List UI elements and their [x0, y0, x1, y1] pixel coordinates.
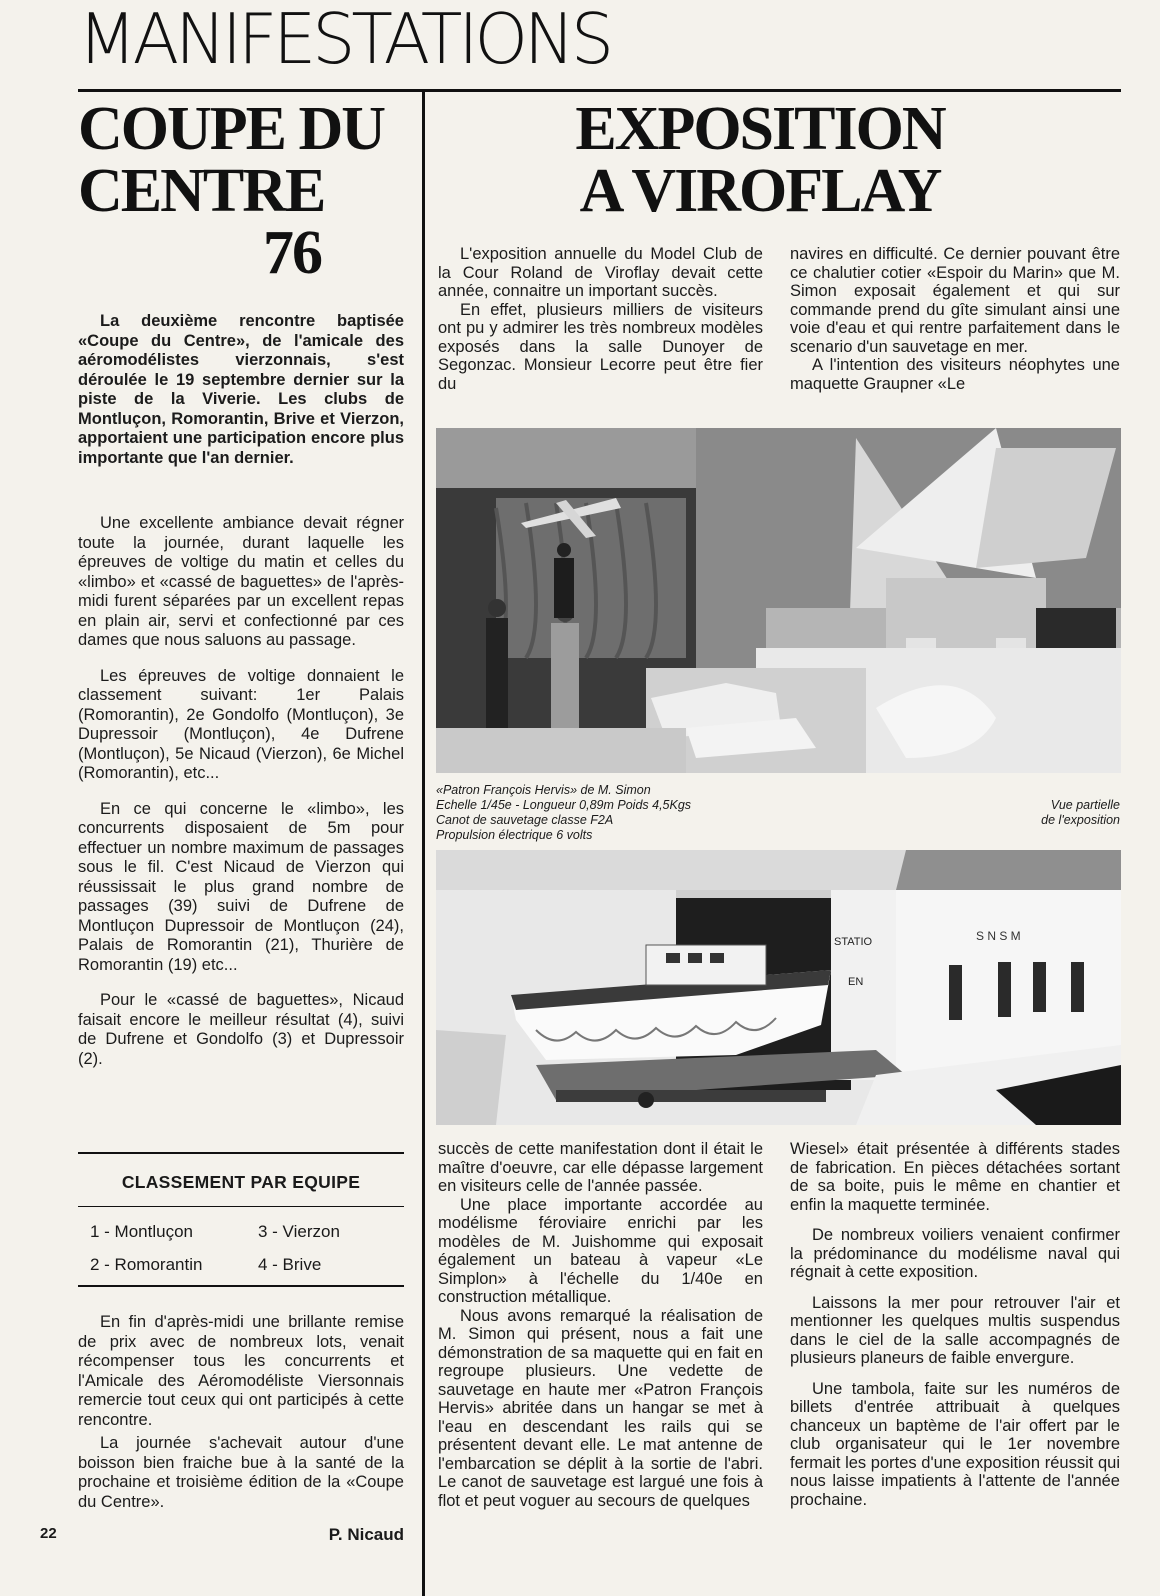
en-sign: EN [848, 976, 864, 988]
left-article-title [78, 95, 408, 287]
right-title-line2: A VIROFLAY [579, 157, 941, 225]
caption-right-line2: de l'exposition [1041, 813, 1120, 827]
exhibition-hall-photo [436, 428, 1121, 773]
right-col1-top-p1: L'exposition annuelle du Model Club de la Cour Roland de Viroflay devait cette année, connaitre un important succès. [438, 245, 763, 300]
snsm-sign: S N S M [976, 929, 1021, 943]
right-col2-top-p1: navires en difficulté. Ce dernier pouvant être ce chalutier cotier «Espoir du Marin» que M. Simon exposait également et qui sur commande prend du gîte simulant ainsi une voie d'eau et qui rentre parfaitement dans le scenario d'un sauvetage en mer. [790, 245, 1120, 356]
lifeboat-model-photo [436, 850, 1121, 1125]
right-col2-bot-p3: Laissons la mer pour retrouver l'air et mentionner les quelques multis suspendus dans le ciel de la salle accompagnés de plusieurs planeurs de faible envergure. [790, 1293, 1120, 1367]
left-paragraph-4: Pour le «cassé de baguettes», Nicaud faisait encore le meilleur résultat (4), suivi de Dufrene et Gondolfo (3) et Dupressoir (2). [78, 991, 404, 1068]
right-col2-bot-p4: Une tambola, faite sur les numéros de billets d'entrée attribuait à quelques chanceux un baptème de l'air offert par le club organisateur qui le 1er novembre fermait les portes d'une exposition réussit qui nous laisse impatients à l'attente de l'année prochaine. [790, 1379, 1120, 1509]
right-col2-bot-p1: Wiesel» était présentée à différents stades de fabrication. En pièces détachées sortant de sa boite, puis le même en chantier et enfin la maquette terminée. [790, 1140, 1120, 1214]
column-divider [422, 92, 425, 1596]
right-col2-bottom [790, 1140, 1120, 1509]
caption-left-line4: Propulsion électrique 6 volts [436, 828, 593, 842]
caption-left-line2: Echelle 1/45e - Longueur 0,89m Poids 4,5Kgs [436, 798, 692, 812]
caption-left-line1: «Patron François Hervis» de M. Simon [436, 783, 651, 797]
right-title-line1: EXPOSITION [575, 95, 945, 163]
section-header: MANIFESTATIONS [78, 0, 610, 81]
left-title-line1: COUPE DU [78, 95, 385, 163]
left-paragraph-1: Une excellente ambiance devait régner toute la journée, durant laquelle les épreuves de voltige du matin et celles du «limbo» et «cassé de baguettes» de l'après-midi furent séparées par un excellent repas en plain air, servi et confectionné par ces dames que nous saluons au passage. [78, 514, 404, 649]
team-3: 3 - Vierzon [258, 1222, 340, 1241]
left-paragraph-5: En fin d'après-midi une brillante remise de prix avec de nombreux lots, venait récompenser tous les concurrents et l'Amicale des Aéromodéliste Viersonnais remercie tout ceux qui ont participés à cette rencontre. [78, 1313, 404, 1429]
left-paragraph-2: Les épreuves de voltige donnaient le classement suivant: 1er Palais (Romorantin), 2e Gondolfo (Montluçon), 3e Dupressoir (Montluçon), 4e Dufrene (Montluçon), 5e Nicaud (Vierzon), 6e Michel (Romorantin), etc... [78, 666, 404, 782]
left-closing [78, 1313, 404, 1512]
photo1-caption-right [960, 798, 1120, 828]
classement-rule-bottom [78, 1285, 404, 1287]
page-number: 22 [40, 1525, 57, 1542]
left-lead-paragraph [78, 312, 404, 468]
classement-title: CLASSEMENT PAR EQUIPE [121, 1172, 361, 1192]
right-col1-bot-p1: succès de cette manifestation dont il était le maître d'oeuvre, car elle dépasse largement en visiteurs celle de l'année passée. [438, 1140, 763, 1195]
photo1-caption-left [436, 783, 796, 843]
left-paragraph-6: La journée s'achevait autour d'une boisson bien fraiche bue à la santé de la prochaine et troisième édition de la «Coupe du Centre». [78, 1434, 404, 1511]
classement-rule-mid [78, 1206, 404, 1207]
caption-left-line3: Canot de sauvetage classe F2A [436, 813, 614, 827]
author-signature: P. Nicaud [328, 1525, 404, 1544]
header-rule [78, 89, 1121, 92]
caption-right-line1: Vue partielle [1050, 798, 1120, 812]
right-col2-bot-p2: De nombreux voiliers venaient confirmer la prédominance du modélisme naval qui régnait à cette exposition. [790, 1226, 1120, 1281]
right-col2-top-p2: A l'intention des visiteurs néophytes une maquette Graupner «Le [790, 356, 1120, 393]
right-col1-bot-p3: Nous avons remarqué la réalisation de M. Simon qui présent, nous a fait une démonstration de sa maquette qui en fait en regroupe plusieurs. Une vedette de sauvetage en haute mer «Patron François Hervis» abritée dans un hangar se met à l'eau en descendant les rails qui se présentent devant elle. Le mat antenne de l'embarcation se déplit à la sortie de l'abri. Le canot de sauvetage est largué une fois à flot et peut voguer au secours de quelques [438, 1306, 763, 1510]
right-article-title [560, 95, 960, 225]
left-paragraph-3: En ce qui concerne le «limbo», les concurrents disposaient de 5m pour effectuer un nombre maximum de passages sous le fil. C'est Nicaud de Vierzon qui réussissait le plus grand nombre de passages (39) suivi de Dufrene de Montluçon Dupressoir de Montluçon (24), Palais de Romorantin (21), Thurière de Romorantin (19) etc... [78, 799, 404, 974]
station-sign: STATIO [834, 936, 873, 948]
left-body [78, 514, 404, 1069]
left-title-line2: CENTRE [78, 157, 325, 225]
classement-rule-top [78, 1152, 404, 1154]
team-4: 4 - Brive [258, 1255, 322, 1274]
right-col1-top [438, 245, 763, 393]
team-2: 2 - Romorantin [90, 1255, 203, 1274]
right-col1-top-p2: En effet, plusieurs milliers de visiteurs ont pu y admirer les très nombreux modèles exposés dans la salle Dunoyer de Segonzac. Monsieur Lecorre peut être fier du [438, 300, 763, 393]
lead-text: La deuxième rencontre baptisée «Coupe du Centre», de l'amicale des aéromodélistes vierzonnais, s'est déroulée le 19 septembre dernier sur la piste de la Viverie. Les clubs de Montluçon, Romorantin, Brive et Vierzon, apportaient une participation encore plus importante que l'an dernier. [78, 312, 404, 467]
right-col2-top [790, 245, 1120, 393]
right-col1-bot-p2: Une place importante accordée au modélisme féroviaire enrichi par les modèles de M. Juishomme qui exposait également un bateau à vapeur «Le Simplon» à l'échelle du 1/40e en construction métallique. [438, 1195, 763, 1306]
team-1: 1 - Montluçon [90, 1222, 193, 1241]
right-col1-bottom [438, 1140, 763, 1510]
left-title-line3: 76 [263, 219, 321, 287]
